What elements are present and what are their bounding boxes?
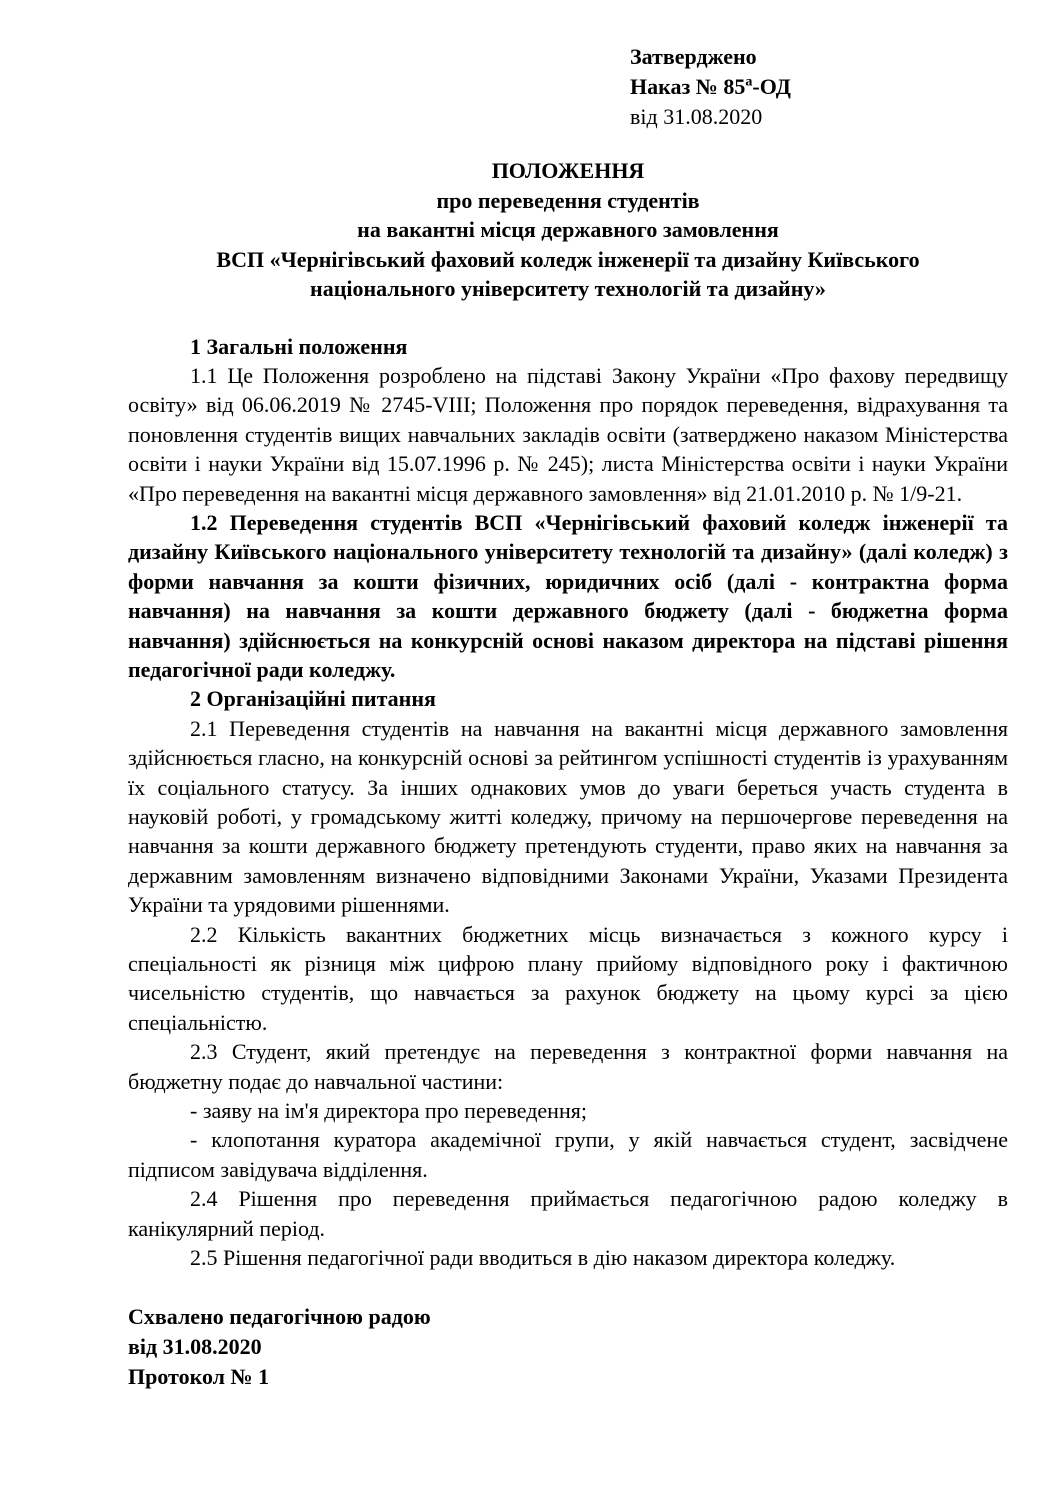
list-item-petition: - клопотання куратора академічної групи, у якій навчається студент, засвідчене підписом завідувача відділення. <box>128 1127 1008 1182</box>
title-line-5: національного університету технологій та дизайну» <box>310 276 826 301</box>
order-number-suffix: -ОД <box>752 74 791 99</box>
title-line-4: ВСП «Чернігівський фаховий коледж інженерії та дизайну Київського <box>216 246 920 272</box>
order-number-superscript: а <box>745 74 753 90</box>
section-2-heading: 2 Організаційні питання <box>190 686 436 712</box>
approval-approved-text: Затверджено <box>630 44 757 69</box>
list-item-application: - заяву на ім'я директора про переведення; <box>190 1098 587 1124</box>
approval-order-line <box>630 72 1008 102</box>
title-line-2: про переведення студентів <box>436 187 700 213</box>
title-line-3: на вакантні місця державного замовлення <box>357 217 779 242</box>
approval-date-line: від 31.08.2020 <box>630 104 763 129</box>
approved-by-line: Схвалено педагогічною радою <box>128 1303 431 1329</box>
document-title <box>128 156 1008 304</box>
section-1-heading: 1 Загальні положення <box>190 333 408 359</box>
paragraph-1-2: 1.2 Переведення студентів ВСП «Чернігівський фаховий коледж інженерії та дизайну Київського національного університету технологій та дизайну» (далі коледж) з форми навчання за кошти фізичних, юридичних осіб (далі - контрактна форма навчання) на навчання за кошти державного бюджету (далі - бюджетна форма навчання) здійснюється на конкурсній основі наказом директора на підставі рішення педагогічної ради коледжу. <box>128 509 1008 682</box>
document-body <box>128 332 1008 1273</box>
paragraph-2-2: 2.2 Кількість вакантних бюджетних місць визначається з кожного курсу і спеціальності як різниця між цифрою плану прийому відповідного року і фактичною чисельністю студентів, що навчається за рахунок бюджету на цьому курсі за цією спеціальністю. <box>128 921 1008 1035</box>
protocol-line: Протокол № 1 <box>128 1363 270 1389</box>
paragraph-1-1: 1.1 Це Положення розроблено на підставі Закону України «Про фахову передвищу освіту» від 06.06.2019 № 2745-VIII; Положення про порядок переведення, відрахування та поновлення студентів вищих навчальних закладів освіти (затверджено наказом Міністерства освіти і науки України від 15.07.1996 р. № 245); листа Міністерства освіти і науки України «Про переведення на вакантні місця державного замовлення» від 21.01.2010 р. № 1/9-21. <box>128 362 1008 506</box>
approved-by-block <box>128 1302 1008 1392</box>
approval-block <box>630 42 1008 132</box>
approved-date-line: від 31.08.2020 <box>128 1333 262 1359</box>
order-number-prefix: Наказ № 85 <box>630 74 746 99</box>
paragraph-2-4: 2.4 Рішення про переведення приймається педагогічною радою коледжу в канікулярний період. <box>128 1186 1008 1241</box>
title-line-1: ПОЛОЖЕННЯ <box>491 158 645 183</box>
paragraph-2-3: 2.3 Студент, який претендує на переведення з контрактної форми навчання на бюджетну подає до навчальної частини: <box>128 1039 1008 1094</box>
paragraph-2-5: 2.5 Рішення педагогічної ради вводиться в дію наказом директора коледжу. <box>190 1245 896 1271</box>
paragraph-2-1: 2.1 Переведення студентів на навчання на вакантні місця державного замовлення здійснюється гласно, на конкурсній основі за рейтингом успішності студентів із урахуванням їх соціального статусу. За інших однакових умов до уваги береться участь студента в науковій роботі, у громадському житті коледжу, причому на першочергове переведення на навчання за кошти державного бюджету претендують студенти, право яких на навчання за державним замовленням визначено відповідними Законами України, Указами Президента України та урядовими рішеннями. <box>128 715 1008 918</box>
